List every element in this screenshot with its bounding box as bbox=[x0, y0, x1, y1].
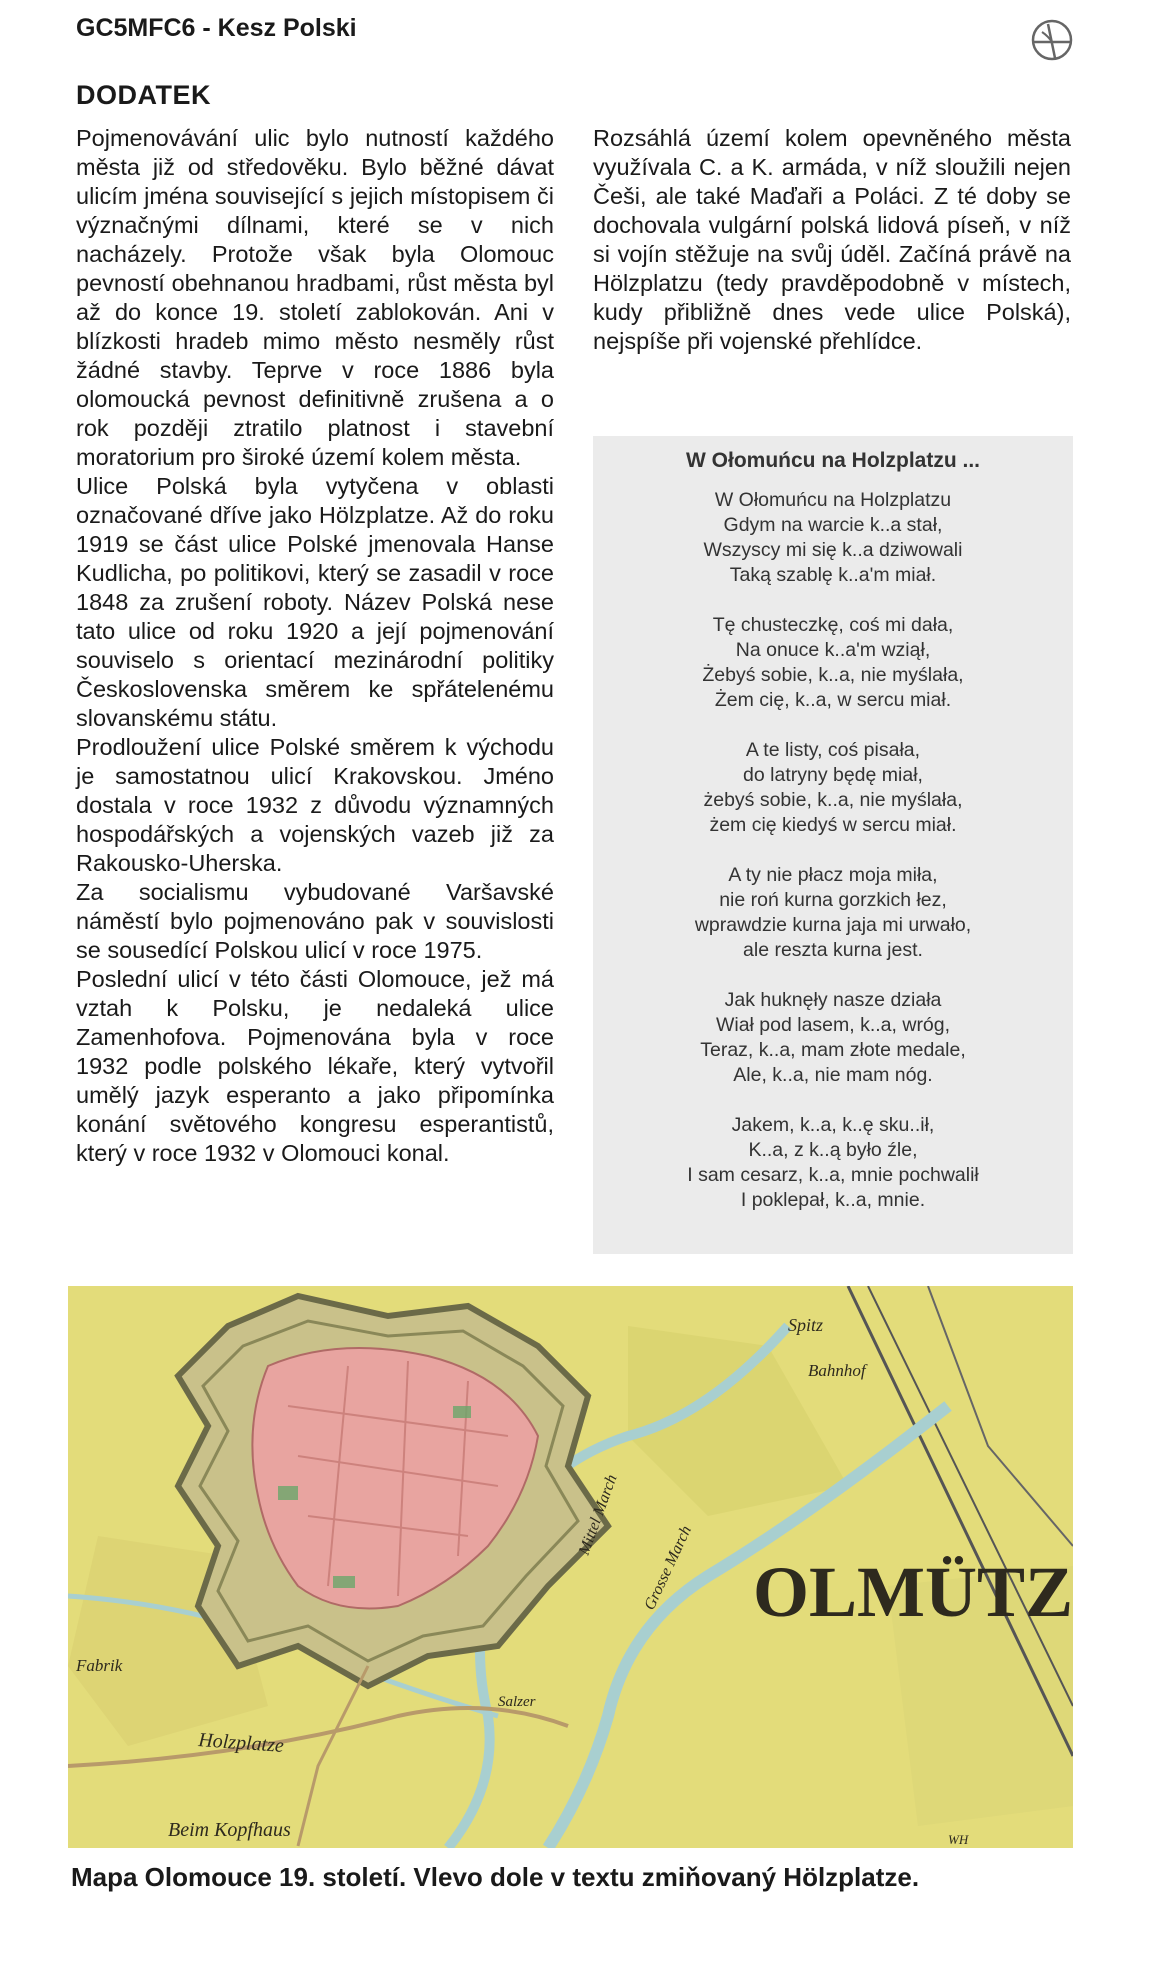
section-heading: DODATEK bbox=[76, 80, 211, 110]
poem-stanza bbox=[593, 863, 1073, 963]
map-label-wh: WH bbox=[948, 1832, 969, 1847]
poem-stanza bbox=[593, 613, 1073, 713]
map-label-city: OLMÜTZ bbox=[753, 1552, 1073, 1632]
right-text-column bbox=[593, 124, 1071, 356]
paragraph: Prodloužení ulice Polské směrem k východu je samostatnou ulicí Krakovskou. Jméno dostala v roce 1932 z důvodu významných hospodářských a vojenských vazeb již za Rakousko-Uherska. bbox=[76, 734, 554, 876]
poem-line: W Ołomuńcu na Holzplatzu bbox=[714, 489, 952, 511]
paragraph: Ulice Polská byla vytyčena v oblasti označované dříve jako Hölzplatze. Až do roku 1919 se část ulice Polské jmenovala Hanse Kudlicha, po politikovi, který se zasadil v roce 1848 za zrušení roboty. Název Polská nese tato ulice od roku 1920 a její pojmenování souviselo s orientací mezinárodní politiky Československa směrem ke spřátelenému slovanskému státu. bbox=[76, 473, 554, 731]
map-label-salzer: Salzer bbox=[498, 1694, 536, 1710]
map-label-fabrik: Fabrik bbox=[76, 1656, 123, 1675]
map-label-beim-kopfhaus: Beim Kopfhaus bbox=[168, 1819, 291, 1841]
document-title: GC5MFC6 - Kesz Polski bbox=[76, 14, 357, 42]
poem-line: żem cię kiedyś w sercu miał. bbox=[709, 814, 957, 836]
paragraph: Rozsáhlá území kolem opevněného města využívala C. a K. armáda, v níž sloužili nejen Češi, ale také Maďaři a Poláci. Z té doby se dochovala vulgární polská lidová píseň, v níž si vojín stěžuje na svůj úděl. Začíná právě na Hölzplatzu (tedy pravděpodobně v místech, kudy přibližně dnes vede ulice Polská), nejspíše při vojenské přehlídce. bbox=[593, 125, 1071, 354]
geocaching-logo-icon bbox=[1030, 18, 1074, 62]
poem-line: Jakem, k..a, k..ę sku..ił, bbox=[731, 1114, 935, 1136]
poem-line: do latryny będę miał, bbox=[743, 764, 923, 786]
poem-line: żebyś sobie, k..a, nie myślała, bbox=[703, 789, 963, 811]
map-label-grosse-march: Grosse March bbox=[641, 1523, 696, 1613]
poem-stanza bbox=[593, 988, 1073, 1088]
poem-line: ale reszta kurna jest. bbox=[743, 939, 923, 961]
poem-line: Wiał pod lasem, k..a, wróg, bbox=[715, 1014, 951, 1036]
poem-line: wprawdzie kurna jaja mi urwało, bbox=[694, 914, 972, 936]
poem-stanza bbox=[593, 1113, 1073, 1213]
poem-line: Ale, k..a, nie mam nóg. bbox=[733, 1064, 933, 1086]
poem-line: I sam cesarz, k..a, mnie pochwalił bbox=[687, 1164, 979, 1186]
poem-line: Teraz, k..a, mam złote medale, bbox=[700, 1039, 966, 1061]
poem-body bbox=[593, 488, 1073, 1213]
paragraph: Za socialismu vybudované Varšavské náměstí bylo pojmenováno pak v souvislosti se sousedící Polskou ulicí v roce 1975. bbox=[76, 879, 554, 963]
poem-line: Gdym na warcie k..a stał, bbox=[723, 514, 943, 536]
paragraph: Pojmenovávání ulic bylo nutností každého města již od středověku. Bylo běžné dávat ulicím jména související s jejich místopisem či význačnými dílnami, které se v nich nacházely. Protože však byla Olomouc pevností obehnanou hradbami, růst města byl až do konce 19. století zablokován. Ani v blízkosti hradeb mimo město nesměly růst žádné stavby. Teprve v roce 1886 byla olomoucká pevnost definitivně zrušena a o rok později ztratilo platnost i stavební moratorium pro široké území kolem města. bbox=[76, 125, 554, 470]
poem-stanza bbox=[593, 488, 1073, 588]
map-label-spitz: Spitz bbox=[788, 1315, 824, 1335]
poem-line: I poklepał, k..a, mnie. bbox=[740, 1189, 926, 1211]
poem-line: Wszyscy mi się k..a dziwowali bbox=[703, 539, 963, 561]
paragraph: Poslední ulicí v této části Olomouce, jež má vztah k Polsku, je nedaleká ulice Zamenhofova. Pojmenována byla v roce 1932 podle polského lékaře, který vytvořil umělý jazyk esperanto a jako připomínka konání světového kongresu esperantistů, který v roce 1932 v Olomouci konal. bbox=[76, 966, 554, 1166]
poem-stanza bbox=[593, 738, 1073, 838]
historical-map-image bbox=[68, 1286, 1073, 1848]
poem-line: A te listy, coś pisała, bbox=[745, 739, 921, 761]
poem-line: Tę chusteczkę, coś mi dała, bbox=[712, 614, 954, 636]
map-label-bahnhof: Bahnhof bbox=[808, 1361, 866, 1380]
poem-line: Żem cię, k..a, w sercu miał. bbox=[714, 689, 952, 711]
map-caption: Mapa Olomouce 19. století. Vlevo dole v textu zmiňovaný Hölzplatze. bbox=[71, 1862, 920, 1892]
poem-title: W Ołomuńcu na Holzplatzu ... bbox=[686, 449, 980, 472]
left-text-column bbox=[76, 124, 554, 1168]
poem-line: K..a, z k..ą było źle, bbox=[748, 1139, 918, 1161]
poem-line: Żebyś sobie, k..a, nie myślała, bbox=[702, 664, 964, 686]
map-label-holzplatze: Holzplatze bbox=[197, 1729, 285, 1757]
poem-line: nie roń kurna gorzkich łez, bbox=[719, 889, 947, 911]
poem-line: Taką szablę k..a'm miał. bbox=[729, 564, 937, 586]
poem-line: A ty nie płacz moja miła, bbox=[728, 864, 938, 886]
map-label-mittel-march: Mittel March bbox=[575, 1472, 621, 1558]
poem-line: Na onuce k..a'm wziął, bbox=[735, 639, 931, 661]
poem-box bbox=[593, 436, 1073, 1254]
poem-line: Jak huknęły nasze działa bbox=[724, 989, 942, 1011]
